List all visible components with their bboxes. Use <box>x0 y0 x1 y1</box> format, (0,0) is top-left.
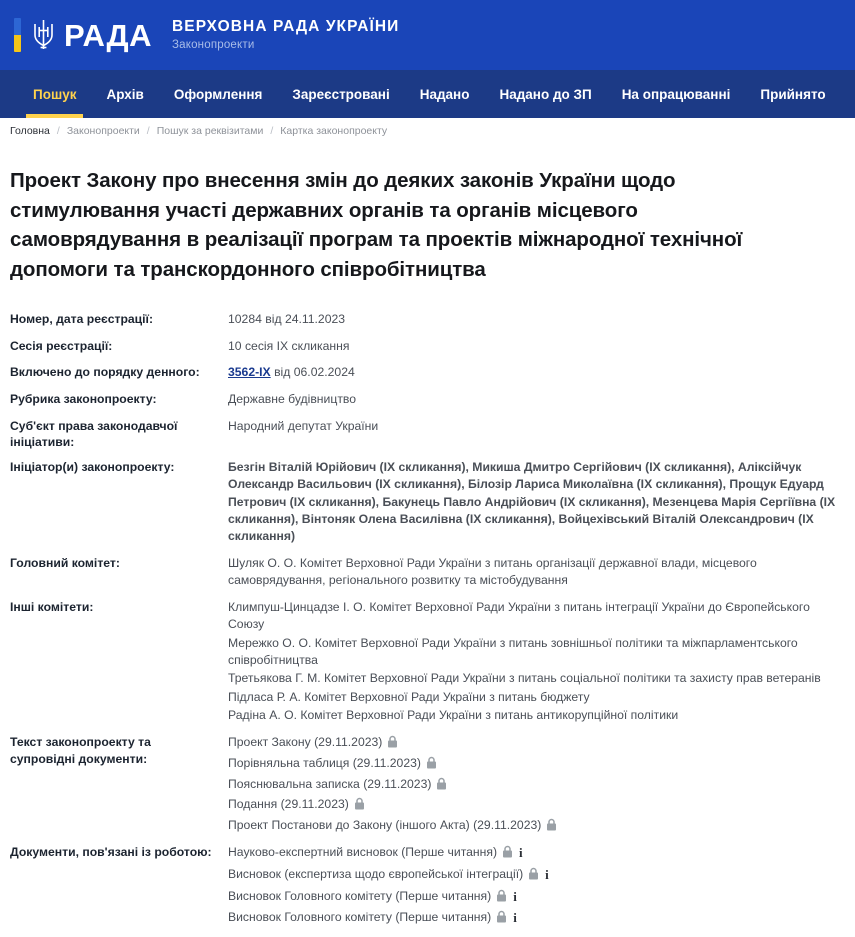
lock-icon <box>436 777 447 790</box>
site-logo[interactable] <box>14 18 152 52</box>
value-related-documents <box>228 844 845 937</box>
lock-icon <box>546 818 557 831</box>
value-other-committees <box>228 599 845 734</box>
table-row-other-committees <box>10 599 845 734</box>
document-title[interactable]: Науково-експертний висновок (Перше читання) <box>228 844 498 859</box>
committee-line: Третьякова Г. М. Комітет Верховної Ради України з питань соціальної політики та захисту прав ветеранів <box>228 671 821 686</box>
lock-icon <box>496 910 507 923</box>
document-list-item[interactable] <box>228 755 845 773</box>
table-row-subject <box>10 418 845 459</box>
lock-icon <box>528 867 539 880</box>
committee-line: Радіна А. О. Комітет Верховної Ради України з питань антикорупційної політики <box>228 708 679 723</box>
document-list-item[interactable] <box>228 734 845 752</box>
value-initiators: Безгін Віталій Юрійович (IX скликання), Микиша Дмитро Сергійович (IX скликання), Аліксійчук Олександр Васильович (IX скликання), Білозір Лариса Миколаївна (IX скликання), Прощук Едуард Петрович (IX скликання), Бакунець Павло Андрійович (IX скликання), Мезенцева Марія Сергіївна (IX скликання), Вінтоняк Олена Василівна (IX скликання), Войцехівський Віталій Олександрович (IX скликання) <box>228 460 836 544</box>
breadcrumb-item-3: Картка законопроекту <box>280 125 388 137</box>
label-text-documents: Текст законопроекту та супровідні документи: <box>10 735 151 766</box>
committee-line: Климпуш-Цинцадзе І. О. Комітет Верховної Ради України з питань інтеграції України до Європейського Союзу <box>228 600 810 632</box>
label-session: Сесія реєстрації: <box>10 338 113 353</box>
committee-line: Мережко О. О. Комітет Верховної Ради України з питань зовнішньої політики та міжпарламентського співробітництва <box>228 635 798 668</box>
lock-icon <box>502 845 513 858</box>
document-title[interactable]: Порівняльна таблиця (29.11.2023) <box>228 756 421 771</box>
document-list-item[interactable] <box>228 909 845 928</box>
label-related-documents: Документи, пов'язані із роботою: <box>10 844 212 859</box>
table-row-main-committee <box>10 555 845 599</box>
nav-item-2[interactable]: Оформлення <box>173 86 263 102</box>
info-icon[interactable]: i <box>513 910 517 926</box>
document-title[interactable]: Висновок (експертиза щодо європейської інтеграції) <box>228 866 524 881</box>
breadcrumb-separator: / <box>270 125 274 137</box>
table-row-session <box>10 338 845 365</box>
brand-titles <box>172 18 399 52</box>
table-row-number-date <box>10 311 845 338</box>
lock-icon <box>426 756 437 769</box>
label-agenda: Включено до порядку денного: <box>10 365 200 380</box>
table-row-initiators <box>10 459 845 555</box>
value-number-date: 10284 від 24.11.2023 <box>228 311 346 326</box>
site-subtitle: Законопроекти <box>171 38 255 51</box>
document-list-item[interactable] <box>228 796 845 814</box>
label-main-committee: Головний комітет: <box>10 555 120 570</box>
value-text-documents <box>228 734 845 843</box>
breadcrumb-item-2[interactable]: Пошук за реквізитами <box>156 125 264 137</box>
value-session: 10 сесія IX скликання <box>228 338 350 353</box>
main-navigation[interactable] <box>0 70 855 118</box>
label-rubric: Рубрика законопроекту: <box>10 391 157 406</box>
info-icon[interactable]: i <box>519 844 523 860</box>
table-row-rubric <box>10 391 845 418</box>
nav-item-4[interactable]: Надано <box>419 86 470 102</box>
breadcrumb-item-0[interactable]: Головна <box>10 125 50 137</box>
agenda-date-text: від 06.02.2024 <box>270 365 355 380</box>
nav-item-0[interactable]: Пошук <box>18 70 91 118</box>
value-subject: Народний депутат України <box>228 418 379 433</box>
document-title[interactable]: Висновок Головного комітету (Перше читання) <box>228 888 492 903</box>
document-list-item[interactable] <box>228 844 845 863</box>
label-initiators: Ініціатор(и) законопроекту: <box>10 460 175 475</box>
breadcrumb-item-1[interactable]: Законопроекти <box>66 125 140 137</box>
ukraine-flag-bar-icon <box>14 18 21 52</box>
value-agenda <box>228 364 845 391</box>
nav-item-3[interactable]: Зареєстровані <box>292 86 390 102</box>
document-list-item[interactable] <box>228 888 845 907</box>
document-title[interactable]: Пояснювальна записка (29.11.2023) <box>228 776 432 791</box>
agenda-resolution-link[interactable]: 3562-IX <box>228 365 271 380</box>
value-rubric: Державне будівництво <box>228 391 357 406</box>
nav-item-5[interactable]: Надано до ЗП <box>499 86 592 102</box>
document-list-item[interactable] <box>228 866 845 885</box>
nav-item-6[interactable]: На опрацюванні <box>621 86 731 102</box>
page-title: Проект Закону про внесення змін до деяких законів України щодо стимулювання участі державних органів та органів місцевого самоврядування в реалізації програм та проектів міжнародної технічної допомоги та транскордонного співробітництва <box>10 169 743 282</box>
table-row-agenda <box>10 364 845 391</box>
trident-emblem-icon <box>30 18 57 52</box>
table-row-related-documents <box>10 844 845 937</box>
bill-metadata-table <box>10 311 845 937</box>
label-subject: Суб'єкт права законодавчої ініціативи: <box>10 418 178 449</box>
document-list-item[interactable] <box>228 776 845 794</box>
document-title[interactable]: Подання (29.11.2023) <box>228 797 349 812</box>
nav-item-1[interactable]: Архів <box>106 86 144 102</box>
document-title[interactable]: Проект Постанови до Закону (іншого Акта) (29.11.2023) <box>228 818 542 833</box>
document-title[interactable]: Висновок Головного комітету (Перше читання) <box>228 910 492 925</box>
document-list-item[interactable] <box>228 817 845 835</box>
page-content <box>0 144 855 937</box>
lock-icon <box>387 735 398 748</box>
site-title: ВЕРХОВНА РАДА УКРАЇНИ <box>171 17 400 35</box>
brand-wordmark: РАДА <box>64 17 152 53</box>
table-row-text-documents <box>10 734 845 843</box>
lock-icon <box>496 889 507 902</box>
breadcrumb <box>0 118 855 144</box>
breadcrumb-separator: / <box>56 125 60 137</box>
label-other-committees: Інші комітети: <box>10 600 94 615</box>
nav-item-7[interactable]: Прийнято <box>760 86 826 102</box>
breadcrumb-separator: / <box>146 125 150 137</box>
info-icon[interactable]: i <box>513 888 517 904</box>
lock-icon <box>354 797 365 810</box>
info-icon[interactable]: i <box>545 866 549 882</box>
committee-line: Підласа Р. А. Комітет Верховної Ради України з питань бюджету <box>228 689 590 704</box>
label-number-date: Номер, дата реєстрації: <box>10 311 154 326</box>
value-main-committee: Шуляк О. О. Комітет Верховної Ради України з питань організації державної влади, місцевого самоврядування, регіонального розвитку та містобудування <box>228 555 757 588</box>
site-header <box>0 0 855 70</box>
document-title[interactable]: Проект Закону (29.11.2023) <box>228 735 383 750</box>
